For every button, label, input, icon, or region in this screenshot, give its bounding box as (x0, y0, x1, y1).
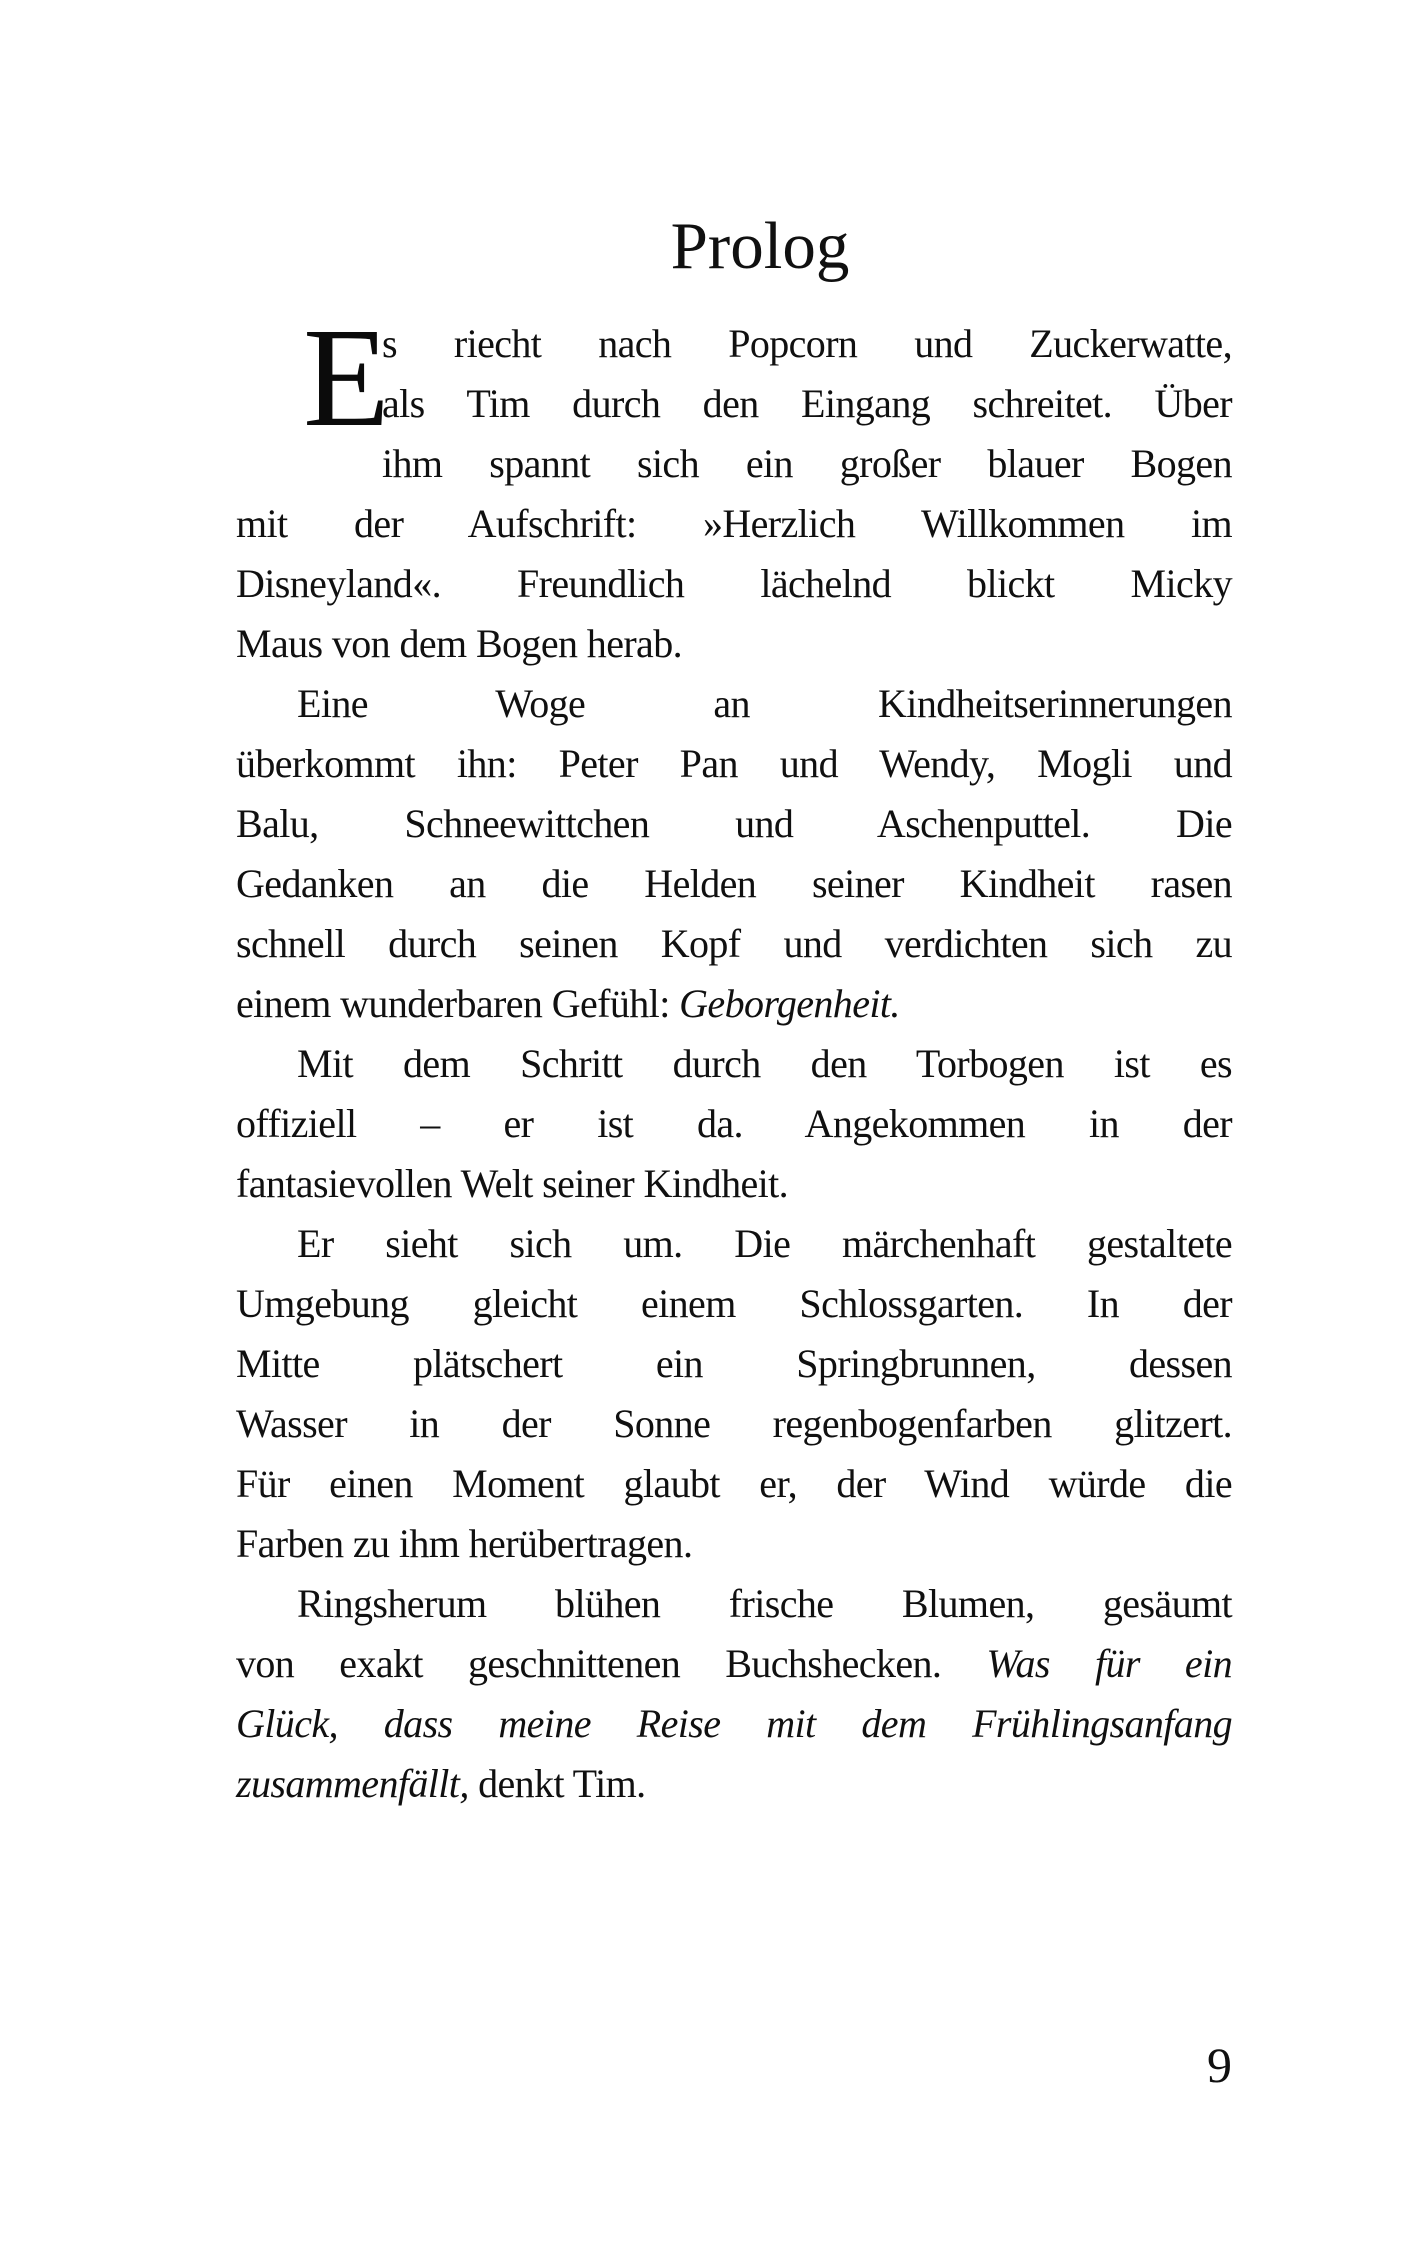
page-number: 9 (1207, 2037, 1232, 2093)
text-segment: Farben zu ihm herübertragen. (236, 1521, 693, 1566)
text-segment: Balu, Schneewittchen und Aschenputtel. Die (236, 801, 1232, 846)
paragraph (236, 1574, 1232, 1814)
drop-cap: E (303, 298, 390, 456)
italic-text-segment: zusammenfällt, (236, 1761, 469, 1806)
text-segment: als Tim durch den Eingang schreitet. Über (382, 381, 1232, 426)
text-line (236, 554, 1232, 614)
text-body (236, 298, 1232, 1814)
text-segment: Für einen Moment glaubt er, der Wind würde die (236, 1461, 1232, 1506)
text-segment: Disneyland«. Freundlich lächelnd blickt Micky (236, 561, 1232, 606)
text-line (236, 494, 1232, 554)
text-line (236, 1574, 1232, 1634)
text-segment: Ringsherum blühen frische Blumen, gesäumt (297, 1581, 1232, 1626)
text-line (236, 1274, 1232, 1334)
italic-text-segment: Glück, dass meine Reise mit dem Frühlingsanfang (236, 1701, 1232, 1746)
text-line (236, 914, 1232, 974)
text-segment: Mit dem Schritt durch den Torbogen ist es (297, 1041, 1232, 1086)
paragraph (236, 1214, 1232, 1574)
text-line (236, 974, 1232, 1034)
text-line (236, 1754, 1232, 1814)
text-segment: offiziell – er ist da. Angekommen in der (236, 1101, 1232, 1146)
text-segment: von exakt geschnittenen Buchshecken. (236, 1641, 987, 1686)
text-line (236, 734, 1232, 794)
text-segment: mit der Aufschrift: »Herzlich Willkommen im (236, 501, 1232, 546)
text-segment: schnell durch seinen Kopf und verdichten sich zu (236, 921, 1232, 966)
text-segment: Maus von dem Bogen herab. (236, 621, 683, 666)
text-segment: Umgebung gleicht einem Schlossgarten. In der (236, 1281, 1232, 1326)
text-segment: Gedanken an die Helden seiner Kindheit rasen (236, 861, 1232, 906)
paragraph (236, 1034, 1232, 1214)
text-segment: fantasievollen Welt seiner Kindheit. (236, 1161, 789, 1206)
text-line (236, 1634, 1232, 1694)
text-line (236, 1454, 1232, 1514)
text-line (236, 1214, 1232, 1274)
paragraph (236, 298, 1232, 674)
text-line (236, 854, 1232, 914)
text-line (236, 1034, 1232, 1094)
text-line (236, 1694, 1232, 1754)
text-segment: Wasser in der Sonne regenbogenfarben glitzert. (236, 1401, 1232, 1446)
italic-text-segment: Was für ein (986, 1641, 1232, 1686)
text-line (236, 1094, 1232, 1154)
text-line (236, 614, 1232, 674)
text-line (236, 674, 1232, 734)
text-segment: ihm spannt sich ein großer blauer Bogen (382, 441, 1232, 486)
text-line (236, 1514, 1232, 1574)
text-line (236, 1394, 1232, 1454)
text-segment: überkommt ihn: Peter Pan und Wendy, Mogli und (236, 741, 1232, 786)
text-segment: Eine Woge an Kindheitserinnerungen (297, 681, 1232, 726)
italic-text-segment: Geborgenheit. (679, 981, 900, 1026)
paragraph (236, 674, 1232, 1034)
text-line (236, 1334, 1232, 1394)
text-line (236, 794, 1232, 854)
text-segment: Mitte plätschert ein Springbrunnen, dessen (236, 1341, 1232, 1386)
text-segment: einem wunderbaren Gefühl: (236, 981, 680, 1026)
text-segment: s riecht nach Popcorn und Zuckerwatte, (382, 321, 1232, 366)
chapter-title: Prolog (670, 209, 850, 283)
text-segment: Er sieht sich um. Die märchenhaft gestaltete (297, 1221, 1232, 1266)
text-segment: denkt Tim. (468, 1761, 646, 1806)
text-line (236, 1154, 1232, 1214)
